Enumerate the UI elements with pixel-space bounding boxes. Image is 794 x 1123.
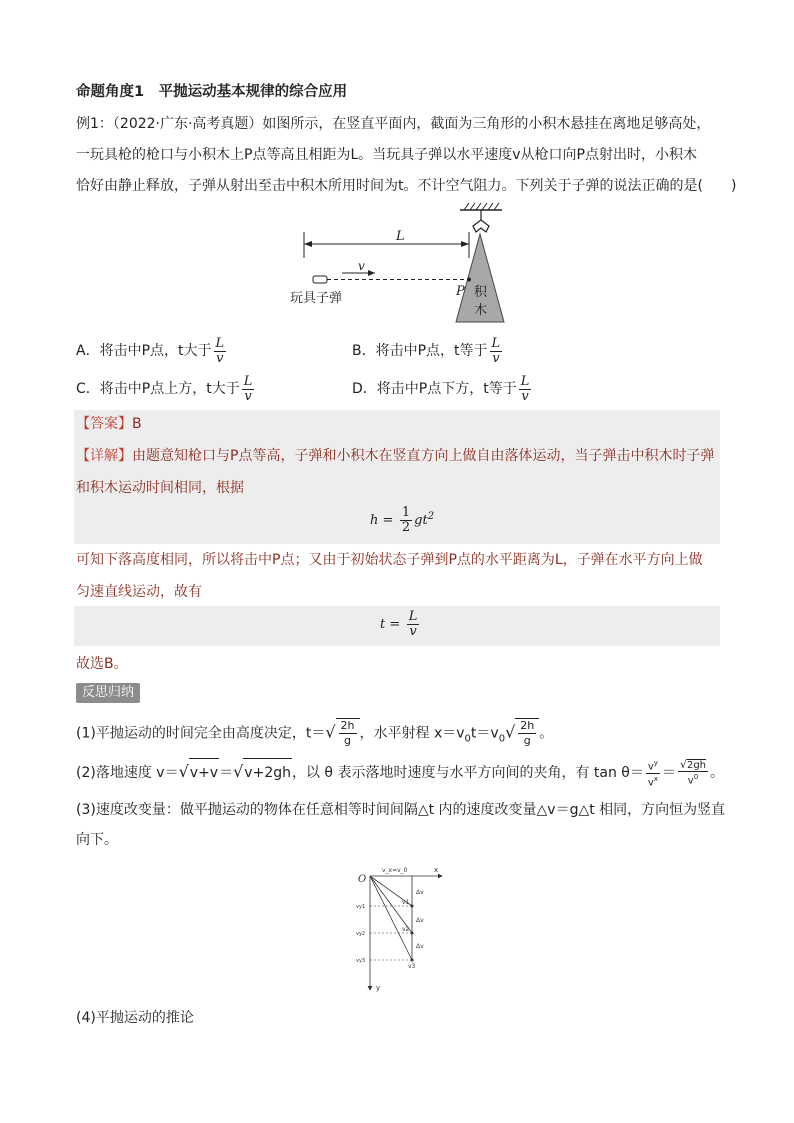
reflection-item-1: (1)平抛运动的时间完全由高度决定，t＝√ $\frac{2h}{g}$ ，水平射程 $x=v_0t=v_0√$ $\frac{2h}{g}$ 。 <box>76 719 554 747</box>
v1-label: v1 <box>402 899 410 906</box>
label-block-1: 积 <box>474 285 488 300</box>
origin-label: O <box>358 874 367 885</box>
reflection-item-3-line-1: (3)速度改变量：做平抛运动的物体在任意相等时间间隔△t 内的速度改变量△v＝g△t 相同，方向恒为竖直 <box>76 802 726 818</box>
option-B[interactable]: B．将击中P点，t等于 $\frac{L}{v}$ <box>352 335 501 366</box>
bullet-shape <box>313 276 327 283</box>
detail-line-2: 和积木运动时间相同，根据 <box>76 480 244 496</box>
dv-label-2: Δv <box>416 917 424 924</box>
reflection-item-3-line-2: 向下。 <box>76 832 118 848</box>
option-A[interactable]: A．将击中P点，t大于 $\frac{L}{v}$ <box>76 335 225 366</box>
reflection-item-4: (4)平抛运动的推论 <box>76 1010 194 1026</box>
detail-line-3: 可知下落高度相同，所以将击中P点；又由于初始状态子弹到P点的水平距离为L，子弹在水平方向上做 <box>76 552 703 568</box>
label-v: v <box>358 259 365 273</box>
gun-block-figure <box>280 198 540 326</box>
label-bullet: 玩具子弹 <box>290 291 343 306</box>
vy3-label: vy3 <box>356 958 366 964</box>
vy1-label: vy1 <box>356 904 366 910</box>
answer-value: B <box>132 416 142 432</box>
section-heading: 命题角度1 平抛运动基本规律的综合应用 <box>76 84 348 100</box>
y-axis-label: y <box>376 984 381 992</box>
option-C[interactable]: C．将击中P点上方，t大于 $\frac{L}{v}$ <box>76 373 253 404</box>
label-P: P <box>456 284 465 299</box>
example-line-3: 恰好由静止释放，子弹从射出至击中积木所用时间为t。不计空气阻力。下列关于子弹的说法正确的是( ) <box>76 178 737 194</box>
v2-label: v2 <box>402 926 410 933</box>
dv-label-1: Δv <box>416 889 424 896</box>
label-L: L <box>396 229 405 244</box>
vx-label: v_x=v_0 <box>382 867 408 874</box>
answer-line <box>76 414 142 434</box>
detail-line-4: 匀速直线运动，故有 <box>76 584 202 600</box>
option-D[interactable]: D．将击中P点下方，t等于 $\frac{L}{v}$ <box>352 373 530 404</box>
detail-line-1: 【详解】由题意知枪口与P点等高，子弹和小积木在竖直方向上做自由落体运动，当子弹击中积木时子弹 <box>76 448 715 464</box>
velocity-diagram <box>352 860 452 1000</box>
formula-h: h = $\frac{1}{2}$ $gt^2$ <box>370 505 435 535</box>
example-line-2: 一玩具枪的枪口与小积木上P点等高且相距为L。当玩具子弹以水平速度v从枪口向P点射出时，小积木 <box>76 147 697 163</box>
vy2-label: vy2 <box>356 931 366 937</box>
formula-t: t = $\frac{L}{v}$ <box>380 609 418 639</box>
conclusion: 故选B。 <box>76 656 128 672</box>
reflection-item-2: (2)落地速度 v＝√v+v＝√v+2gh，以 θ 表示落地时速度与水平方向间的夹角，有 tan θ＝ $\frac{v^y}{v^x}$ ＝ $\frac{√2gh}{v^0}$ 。 <box>76 758 725 788</box>
answer-label: 【答案】 <box>76 416 132 432</box>
detail-label: 【详解】 <box>76 448 132 464</box>
x-axis-label: x <box>434 866 439 874</box>
v3-label: v3 <box>408 963 416 970</box>
reflection-tag: 反思归纳 <box>76 683 140 703</box>
dv-label-3: Δv <box>416 943 424 950</box>
example-line-1: 例1：（2022·广东·高考真题）如图所示，在竖直平面内，截面为三角形的小积木悬挂在离地足够高处， <box>76 116 711 132</box>
label-block-2: 木 <box>474 303 488 318</box>
